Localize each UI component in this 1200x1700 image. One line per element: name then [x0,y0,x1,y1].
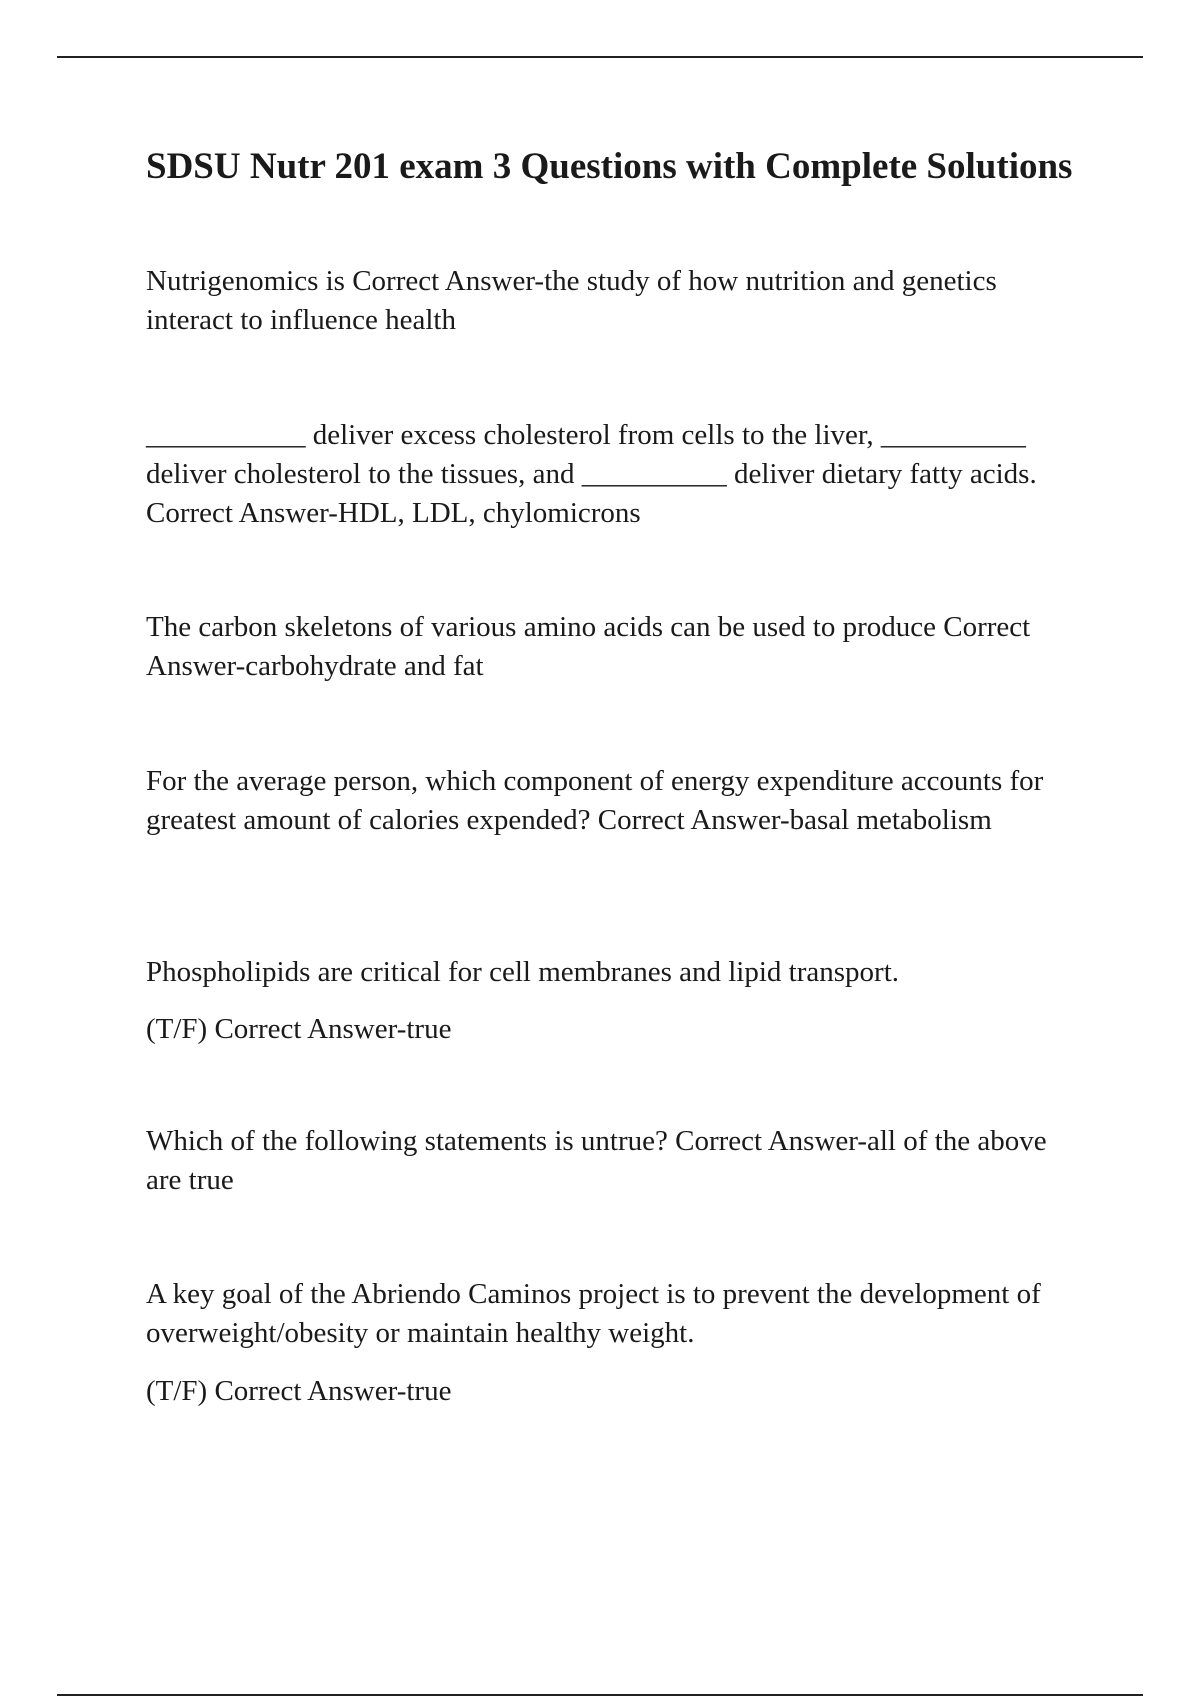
footer-rule [57,1694,1143,1696]
header-rule [57,56,1143,58]
question-energy-expenditure: For the average person, which component of energy expenditure accounts for greatest amount of calories expended? Correct Answer-basal metabolism [146,765,1044,836]
answer-phospholipids: (T/F) Correct Answer-true [146,1013,452,1045]
question-lipoproteins: ___________ deliver excess cholesterol from cells to the liver, __________ deliver cholesterol to the tissues, and __________ deliver dietary fatty acids. Correct Answer-HDL, LDL, chylomicrons [146,419,1037,529]
question-nutrigenomics: Nutrigenomics is Correct Answer-the study of how nutrition and genetics interact to influence health [146,265,997,336]
question-amino-acids: The carbon skeletons of various amino acids can be used to produce Correct Answer-carbohydrate and fat [146,611,1031,682]
question-abriendo-caminos: A key goal of the Abriendo Caminos project is to prevent the development of overweight/obesity or maintain healthy weight. [146,1278,1041,1349]
question-phospholipids: Phospholipids are critical for cell membranes and lipid transport. [146,956,899,988]
question-untrue-statement: Which of the following statements is untrue? Correct Answer-all of the above are true [146,1125,1047,1196]
page-title: SDSU Nutr 201 exam 3 Questions with Complete Solutions [146,146,1073,187]
answer-abriendo-caminos: (T/F) Correct Answer-true [146,1375,452,1407]
